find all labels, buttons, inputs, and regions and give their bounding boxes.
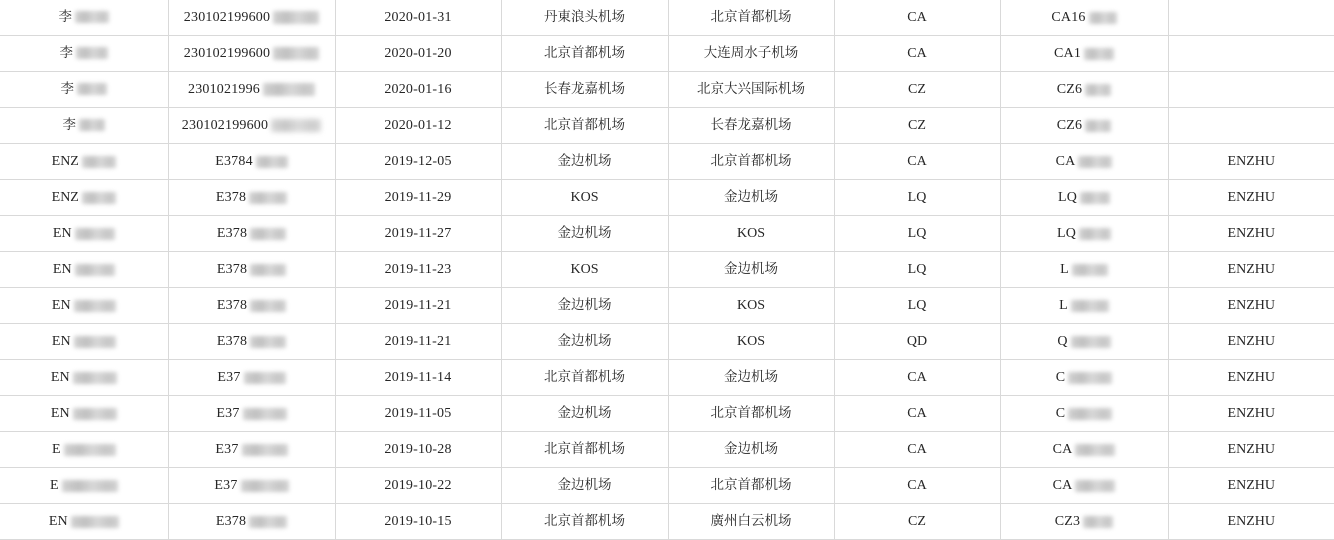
redaction-blur [1079, 228, 1111, 240]
redaction-blur [249, 516, 287, 528]
cell-passenger-name: 李 [0, 108, 168, 144]
cell-airline-code: CZ [834, 504, 1000, 540]
cell-airline-code: CZ [834, 72, 1000, 108]
redaction-blur [250, 336, 286, 348]
cell-passenger-name: ENZ [0, 180, 168, 216]
cell-arrival-airport: 金边机场 [668, 252, 834, 288]
redaction-blur [73, 408, 117, 420]
redaction-blur [273, 11, 319, 24]
cell-departure-airport: 金边机场 [501, 324, 668, 360]
cell-departure-airport: 金边机场 [501, 288, 668, 324]
redaction-blur [1089, 12, 1117, 24]
cell-airline-code: CA [834, 144, 1000, 180]
redaction-blur [1084, 48, 1114, 60]
cell-agent-code [1168, 72, 1334, 108]
cell-flight-number: C [1000, 396, 1168, 432]
cell-agent-code: ENZHU [1168, 144, 1334, 180]
cell-flight-date: 2019-11-29 [335, 180, 501, 216]
cell-arrival-airport: 长春龙嘉机场 [668, 108, 834, 144]
cell-arrival-airport: 金边机场 [668, 180, 834, 216]
cell-arrival-airport: 北京首都机场 [668, 144, 834, 180]
cell-airline-code: LQ [834, 216, 1000, 252]
redaction-blur [64, 444, 116, 456]
cell-arrival-airport: 廣州白云机场 [668, 504, 834, 540]
cell-arrival-airport: 北京首都机场 [668, 468, 834, 504]
table-row[interactable] [0, 396, 1334, 432]
cell-id-number: E37 [168, 396, 335, 432]
cell-arrival-airport: 北京大兴国际机场 [668, 72, 834, 108]
cell-flight-number: CZ6 [1000, 72, 1168, 108]
cell-id-number: E3784 [168, 144, 335, 180]
cell-id-number: E378 [168, 252, 335, 288]
cell-departure-airport: 丹東浪头机场 [501, 0, 668, 36]
cell-agent-code: ENZHU [1168, 252, 1334, 288]
cell-flight-number: CA16 [1000, 0, 1168, 36]
cell-id-number: E378 [168, 180, 335, 216]
redaction-blur [71, 516, 119, 528]
cell-departure-airport: 金边机场 [501, 216, 668, 252]
cell-departure-airport: 北京首都机场 [501, 36, 668, 72]
cell-passenger-name: EN [0, 252, 168, 288]
table-row[interactable] [0, 0, 1334, 36]
cell-passenger-name: EN [0, 216, 168, 252]
redaction-blur [82, 156, 116, 168]
redaction-blur [75, 11, 109, 23]
cell-id-number: 230102199600 [168, 36, 335, 72]
cell-flight-date: 2020-01-31 [335, 0, 501, 36]
cell-flight-number: C [1000, 360, 1168, 396]
table-row[interactable] [0, 288, 1334, 324]
cell-airline-code: QD [834, 324, 1000, 360]
redaction-blur [62, 480, 118, 492]
redaction-blur [256, 156, 288, 168]
cell-agent-code [1168, 0, 1334, 36]
cell-airline-code: LQ [834, 288, 1000, 324]
cell-agent-code: ENZHU [1168, 396, 1334, 432]
cell-agent-code: ENZHU [1168, 360, 1334, 396]
redaction-blur [250, 228, 286, 240]
cell-passenger-name: 李 [0, 0, 168, 36]
redaction-blur [1072, 264, 1108, 276]
cell-id-number: E378 [168, 216, 335, 252]
cell-flight-number: LQ [1000, 216, 1168, 252]
cell-departure-airport: 北京首都机场 [501, 360, 668, 396]
cell-airline-code: CA [834, 468, 1000, 504]
cell-flight-number: LQ [1000, 180, 1168, 216]
cell-departure-airport: 金边机场 [501, 144, 668, 180]
redaction-blur [1083, 516, 1113, 528]
cell-id-number: 230102199600 [168, 108, 335, 144]
redaction-blur [75, 264, 115, 276]
redaction-blur [74, 300, 116, 312]
cell-id-number: 230102199600 [168, 0, 335, 36]
redaction-blur [73, 372, 117, 384]
cell-flight-date: 2019-11-23 [335, 252, 501, 288]
cell-flight-date: 2019-11-27 [335, 216, 501, 252]
cell-agent-code: ENZHU [1168, 180, 1334, 216]
redaction-blur [82, 192, 116, 204]
redaction-blur [1078, 156, 1112, 168]
cell-id-number: E37 [168, 432, 335, 468]
redaction-blur [1085, 120, 1111, 132]
redaction-blur [249, 192, 287, 204]
cell-id-number: E378 [168, 288, 335, 324]
cell-departure-airport: 金边机场 [501, 468, 668, 504]
cell-id-number: E378 [168, 324, 335, 360]
cell-flight-number: CA [1000, 432, 1168, 468]
cell-arrival-airport: 大连周水子机场 [668, 36, 834, 72]
redaction-blur [242, 444, 288, 456]
cell-arrival-airport: KOS [668, 288, 834, 324]
redaction-blur [273, 47, 319, 60]
cell-airline-code: CZ [834, 108, 1000, 144]
cell-flight-date: 2019-11-14 [335, 360, 501, 396]
redaction-blur [1075, 480, 1115, 492]
cell-arrival-airport: 北京首都机场 [668, 0, 834, 36]
cell-arrival-airport: 金边机场 [668, 432, 834, 468]
cell-passenger-name: EN [0, 288, 168, 324]
redaction-blur [79, 119, 105, 131]
cell-passenger-name: EN [0, 360, 168, 396]
cell-flight-date: 2019-11-21 [335, 288, 501, 324]
cell-departure-airport: 北京首都机场 [501, 504, 668, 540]
cell-id-number: E37 [168, 468, 335, 504]
table-row[interactable] [0, 36, 1334, 72]
cell-agent-code: ENZHU [1168, 216, 1334, 252]
cell-airline-code: CA [834, 432, 1000, 468]
cell-flight-date: 2019-12-05 [335, 144, 501, 180]
redaction-blur [243, 408, 287, 420]
table-row[interactable] [0, 108, 1334, 144]
cell-agent-code: ENZHU [1168, 432, 1334, 468]
redaction-blur [1068, 372, 1112, 384]
cell-airline-code: CA [834, 396, 1000, 432]
redaction-blur [1071, 336, 1111, 348]
cell-flight-number: L [1000, 288, 1168, 324]
redaction-blur [1068, 408, 1112, 420]
cell-agent-code: ENZHU [1168, 288, 1334, 324]
cell-passenger-name: EN [0, 504, 168, 540]
cell-id-number: 2301021996 [168, 72, 335, 108]
cell-passenger-name: 李 [0, 72, 168, 108]
table-row[interactable] [0, 180, 1334, 216]
cell-departure-airport: KOS [501, 252, 668, 288]
cell-flight-date: 2020-01-12 [335, 108, 501, 144]
cell-passenger-name: ENZ [0, 144, 168, 180]
cell-airline-code: CA [834, 36, 1000, 72]
cell-arrival-airport: KOS [668, 216, 834, 252]
cell-flight-number: CZ6 [1000, 108, 1168, 144]
cell-agent-code [1168, 108, 1334, 144]
cell-flight-date: 2019-11-05 [335, 396, 501, 432]
cell-flight-date: 2019-10-15 [335, 504, 501, 540]
cell-arrival-airport: 北京首都机场 [668, 396, 834, 432]
redaction-blur [1075, 444, 1115, 456]
cell-airline-code: CA [834, 360, 1000, 396]
cell-departure-airport: KOS [501, 180, 668, 216]
cell-passenger-name: 李 [0, 36, 168, 72]
cell-airline-code: LQ [834, 252, 1000, 288]
cell-arrival-airport: KOS [668, 324, 834, 360]
redaction-blur [250, 300, 286, 312]
table-row[interactable] [0, 468, 1334, 504]
redaction-blur [1071, 300, 1109, 312]
redaction-blur [263, 83, 315, 96]
table-row[interactable] [0, 72, 1334, 108]
table-row[interactable] [0, 504, 1334, 540]
table-row[interactable] [0, 252, 1334, 288]
redaction-blur [75, 228, 115, 240]
cell-flight-number: CA [1000, 144, 1168, 180]
cell-agent-code: ENZHU [1168, 504, 1334, 540]
cell-flight-date: 2019-11-21 [335, 324, 501, 360]
table-row[interactable] [0, 216, 1334, 252]
cell-passenger-name: E [0, 432, 168, 468]
redaction-blur [1080, 192, 1110, 204]
table-row[interactable] [0, 432, 1334, 468]
cell-passenger-name: EN [0, 324, 168, 360]
cell-flight-number: Q [1000, 324, 1168, 360]
cell-agent-code [1168, 36, 1334, 72]
redaction-blur [1085, 84, 1111, 96]
cell-departure-airport: 北京首都机场 [501, 108, 668, 144]
cell-passenger-name: E [0, 468, 168, 504]
redaction-blur [241, 480, 289, 492]
table-row[interactable] [0, 360, 1334, 396]
cell-flight-date: 2019-10-22 [335, 468, 501, 504]
cell-passenger-name: EN [0, 396, 168, 432]
cell-flight-number: CZ3 [1000, 504, 1168, 540]
cell-flight-date: 2019-10-28 [335, 432, 501, 468]
cell-flight-number: L [1000, 252, 1168, 288]
cell-flight-number: CA1 [1000, 36, 1168, 72]
redaction-blur [74, 336, 116, 348]
cell-id-number: E37 [168, 360, 335, 396]
cell-departure-airport: 金边机场 [501, 396, 668, 432]
cell-arrival-airport: 金边机场 [668, 360, 834, 396]
redaction-blur [77, 83, 107, 95]
cell-id-number: E378 [168, 504, 335, 540]
cell-flight-number: CA [1000, 468, 1168, 504]
table-row[interactable] [0, 324, 1334, 360]
cell-flight-date: 2020-01-16 [335, 72, 501, 108]
cell-airline-code: LQ [834, 180, 1000, 216]
cell-airline-code: CA [834, 0, 1000, 36]
redaction-blur [76, 47, 108, 59]
redaction-blur [244, 372, 286, 384]
redaction-blur [250, 264, 286, 276]
cell-flight-date: 2020-01-20 [335, 36, 501, 72]
cell-departure-airport: 北京首都机场 [501, 432, 668, 468]
cell-agent-code: ENZHU [1168, 468, 1334, 504]
cell-agent-code: ENZHU [1168, 324, 1334, 360]
cell-departure-airport: 长春龙嘉机场 [501, 72, 668, 108]
redaction-blur [271, 119, 321, 132]
table-row[interactable] [0, 144, 1334, 180]
